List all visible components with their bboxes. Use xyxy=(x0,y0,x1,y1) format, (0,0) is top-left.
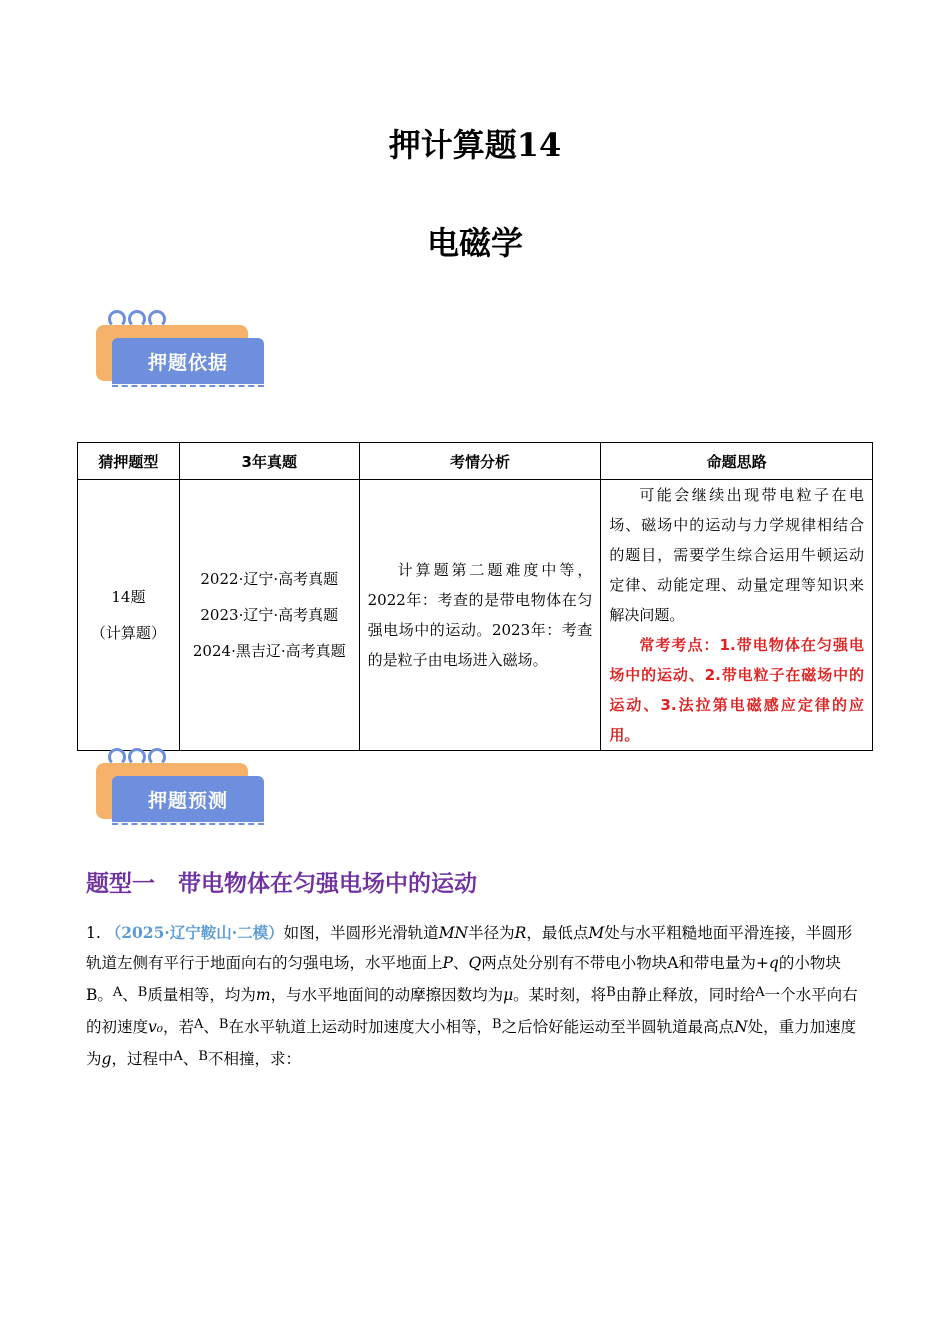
header-exams: 3年真题 xyxy=(179,443,359,480)
q-text: 处，重力加速度为 xyxy=(86,1018,857,1068)
q-text: 在水平轨道上运动时加速度大小相等， xyxy=(228,1018,492,1036)
math-var: M xyxy=(588,924,605,942)
label-b: B xyxy=(137,985,148,1000)
q-text: ，若 xyxy=(163,1018,195,1036)
math-var: m xyxy=(255,986,271,1004)
q-text: 一个水平向右的初速度 xyxy=(86,986,858,1036)
predict-badge xyxy=(96,756,276,836)
page-subtitle: 电磁学 xyxy=(426,224,523,262)
question-number: 1. xyxy=(86,924,101,942)
math-var: N xyxy=(734,1018,748,1036)
math-var: Q xyxy=(468,954,482,972)
q-text: 半径为 xyxy=(468,924,515,942)
section-heading: 题型一 带电物体在匀强电场中的运动 xyxy=(86,871,477,897)
exams-cell xyxy=(179,480,359,751)
math-var: R xyxy=(514,924,527,942)
badge-dash-line xyxy=(112,385,264,387)
math-var: μ xyxy=(503,986,514,1004)
math-var: P xyxy=(442,954,453,972)
table-header-row xyxy=(78,443,873,480)
page-title: 押计算题14 xyxy=(388,126,562,164)
exam-item: 2023·辽宁·高考真题 xyxy=(200,606,339,624)
math-var: v₀ xyxy=(148,1018,163,1036)
type-cell xyxy=(78,480,180,751)
header-analysis: 考情分析 xyxy=(359,443,601,480)
q-text: ，与水平地面间的动摩擦因数均为 xyxy=(270,986,504,1004)
q-text: 不相撞，求： xyxy=(207,1050,301,1068)
label-a: A xyxy=(194,1017,204,1032)
label-b: B xyxy=(606,985,616,1000)
type-number: 14题 xyxy=(111,588,146,606)
math-var: g xyxy=(101,1050,112,1068)
q-text: 两点处分别有不带电小物块A和带电量为 xyxy=(481,954,756,972)
q-text: 的小物块B。 xyxy=(86,954,841,1004)
analysis-cell xyxy=(359,480,601,751)
q-text: 质量相等，均为 xyxy=(147,986,256,1004)
question-text xyxy=(86,918,866,1074)
analysis-text: 计算题第二题难度中等，2022年：考查的是带电物体在匀强电场中的运动。2023年：考查的是粒子由电场进入磁场。 xyxy=(367,561,593,669)
q-text: ，最低点 xyxy=(526,924,589,942)
label-a: A xyxy=(755,985,765,1000)
header-type: 猜押题型 xyxy=(78,443,180,480)
math-var: MN xyxy=(438,924,469,942)
badge-label: 押题预测 xyxy=(112,776,264,822)
badge-label: 押题依据 xyxy=(112,338,264,384)
label-b: B xyxy=(198,1049,208,1064)
header-idea: 命题思路 xyxy=(601,443,873,480)
q-text: 。某时刻，将 xyxy=(513,986,607,1004)
idea-text: 可能会继续出现带电粒子在电场、磁场中的运动与力学规律相结合的题目，需要学生综合运用牛顿运动定律、动能定理、动量定理等知识来解决问题。 xyxy=(609,486,864,624)
q-text: 、 xyxy=(203,1018,219,1036)
q-text: 、 xyxy=(182,1050,199,1068)
idea-cell xyxy=(601,480,873,751)
badge-dash-line xyxy=(112,823,264,825)
q-text: ，过程中 xyxy=(111,1050,174,1068)
question-source: （2025·辽宁鞍山·二模） xyxy=(105,923,284,942)
q-text: 、 xyxy=(122,986,138,1004)
q-text: 之后恰好能运动至半圆轨道最高点 xyxy=(501,1018,735,1036)
label-b: B xyxy=(218,1017,229,1032)
q-text: 、 xyxy=(452,954,469,972)
exam-item: 2022·辽宁·高考真题 xyxy=(200,570,339,588)
basis-table xyxy=(77,442,873,751)
type-kind: （计算题） xyxy=(90,624,166,642)
question-1 xyxy=(86,918,866,1082)
math-var: +q xyxy=(755,954,779,972)
label-a: A xyxy=(112,985,123,1000)
q-text: 处与水平粗糙地面平滑连接，半圆形轨道左侧有平行于地面向右的匀强电场，水平地面上 xyxy=(86,924,853,972)
q-text: 由静止释放，同时给 xyxy=(615,986,756,1004)
exam-item: 2024·黑吉辽·高考真题 xyxy=(192,642,346,660)
table-row xyxy=(78,480,873,751)
label-a: A xyxy=(173,1049,183,1064)
label-b: B xyxy=(492,1017,502,1032)
basis-badge xyxy=(96,318,276,398)
key-points-text: 常考考点：1.带电物体在匀强电场中的运动、2.带电粒子在磁场中的运动、3.法拉第电磁感应定律的应用。 xyxy=(609,636,864,744)
q-text: 如图，半圆形光滑轨道 xyxy=(283,924,439,942)
